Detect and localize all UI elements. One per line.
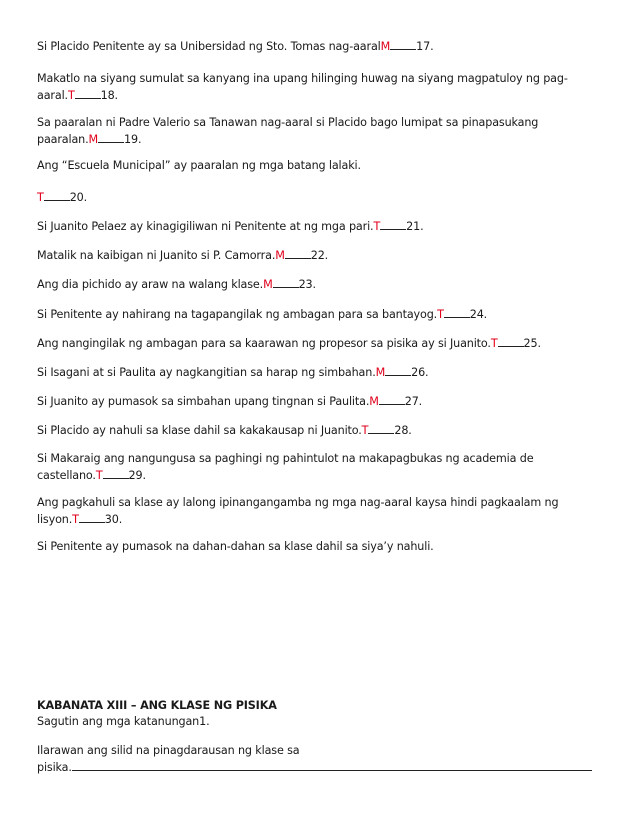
statement-text: paaralan. <box>37 133 89 146</box>
item-number: 18. <box>100 89 118 102</box>
statement-text: Si Penitente ay pumasok na dahan-dahan sa klase dahil sa siya’y nahuli. <box>37 540 434 553</box>
item-number: 20. <box>69 191 88 204</box>
answer-blank <box>390 38 416 50</box>
statement-text-line1: Si Makaraig ang nangungusa sa paghingi ng pahintulot na makapagbukas ng academia de <box>37 452 534 465</box>
answer-mark: T <box>37 191 44 204</box>
statement-20 <box>37 189 597 206</box>
answer-blank <box>379 393 405 405</box>
statement-19 <box>37 115 597 148</box>
statement-text: Si Placido ay nahuli sa klase dahil sa kakakausap ni Juanito. <box>37 424 362 437</box>
answer-mark: T <box>490 337 498 350</box>
item-number: 29. <box>128 469 146 482</box>
item-number: 25. <box>523 337 541 350</box>
statement-text: Si Juanito Pelaez ay kinagigiliwan ni Penitente at ng mga pari. <box>37 220 374 233</box>
answer-blank <box>368 422 394 434</box>
item-number: 21. <box>406 220 424 233</box>
statement-21 <box>37 218 597 235</box>
answer-blank <box>380 218 406 230</box>
chapter-title: KABANATA XIII – ANG KLASE NG PISIKA <box>37 699 277 712</box>
answer-blank <box>79 511 105 523</box>
item-number: 26. <box>411 366 429 379</box>
statement-26 <box>37 364 597 381</box>
answer-mark: T <box>437 308 444 321</box>
answer-blank <box>75 87 101 99</box>
chapter-instruction: Sagutin ang mga katanungan1. <box>37 715 210 728</box>
statement-text: aaral. <box>37 89 68 102</box>
item-number: 23. <box>298 278 316 291</box>
question-text-line2: pisika. <box>37 761 72 774</box>
answer-blank <box>285 247 311 259</box>
answer-blank <box>498 335 524 347</box>
item-number: 27. <box>404 395 423 408</box>
answer-blank <box>444 306 470 318</box>
statement-17 <box>37 38 597 55</box>
item-number: 24. <box>469 308 488 321</box>
statement-text: castellano. <box>37 469 96 482</box>
item-number: 19. <box>124 133 142 146</box>
item-number: 30. <box>104 513 123 526</box>
answer-mark: T <box>361 424 369 437</box>
statement-27 <box>37 393 597 410</box>
answer-mark: M <box>369 395 379 408</box>
statement-text: Ang nangingilak ng ambagan para sa kaarawan ng propesor sa pisika ay si Juanito. <box>37 337 491 350</box>
statement-last <box>37 539 597 555</box>
statement-24 <box>37 306 597 323</box>
statement-escuela <box>37 158 597 174</box>
answer-blank <box>273 276 299 288</box>
statement-text: Ang “Escuela Municipal” ay paaralan ng mga batang lalaki. <box>37 159 361 172</box>
statement-text: Ang dia pichido ay araw na walang klase. <box>37 278 264 291</box>
answer-mark: M <box>275 249 285 262</box>
statement-text: Matalik na kaibigan ni Juanito si P. Camorra. <box>37 249 276 262</box>
statement-23 <box>37 276 597 293</box>
item-number: 22. <box>310 249 329 262</box>
answer-blank <box>44 189 70 201</box>
question-1 <box>37 743 597 776</box>
answer-blank <box>103 467 129 479</box>
statement-text: Si Isagani at si Paulita ay nagkangitian sa harap ng simbahan. <box>37 366 376 379</box>
question-text-line1: Ilarawan ang silid na pinagdarausan ng klase sa <box>37 744 300 757</box>
statement-text: Si Penitente ay nahirang na tagapangilak ng ambagan para sa bantayog. <box>37 308 438 321</box>
answer-mark: M <box>375 366 386 379</box>
statement-text: Si Juanito ay pumasok sa simbahan upang tingnan si Paulita. <box>37 395 370 408</box>
answer-mark: T <box>95 469 103 482</box>
answer-mark: T <box>67 89 75 102</box>
answer-mark: M <box>88 133 99 146</box>
answer-blank <box>98 131 124 143</box>
answer-mark: M <box>263 278 273 291</box>
statement-text-line1: Ang pagkahuli sa klase ay lalong ipinangangamba ng mga nag-aaral kaysa hindi pagkaalam ng <box>37 496 559 509</box>
answer-line <box>72 759 592 771</box>
statement-18 <box>37 71 597 104</box>
item-number: 17. <box>416 40 434 53</box>
statement-text-line1: Sa paaralan ni Padre Valerio sa Tanawan nag-aaral si Placido bago lumipat sa pinapasukang <box>37 116 539 129</box>
item-number: 28. <box>394 424 412 437</box>
statement-30 <box>37 495 597 528</box>
answer-blank <box>385 364 411 376</box>
statement-text-line1: Makatlo na siyang sumulat sa kanyang ina upang hilinging huwag na siyang magpatuloy ng pag- <box>37 72 568 85</box>
statement-22 <box>37 247 597 264</box>
statement-25 <box>37 335 597 352</box>
answer-mark: T <box>72 513 79 526</box>
answer-mark: M <box>380 40 391 53</box>
statement-text: lisyon. <box>37 513 73 526</box>
statement-28 <box>37 422 597 439</box>
answer-mark: T <box>373 220 381 233</box>
statement-text: Si Placido Penitente ay sa Unibersidad ng Sto. Tomas nag-aaral <box>37 40 381 53</box>
statement-29 <box>37 451 597 484</box>
